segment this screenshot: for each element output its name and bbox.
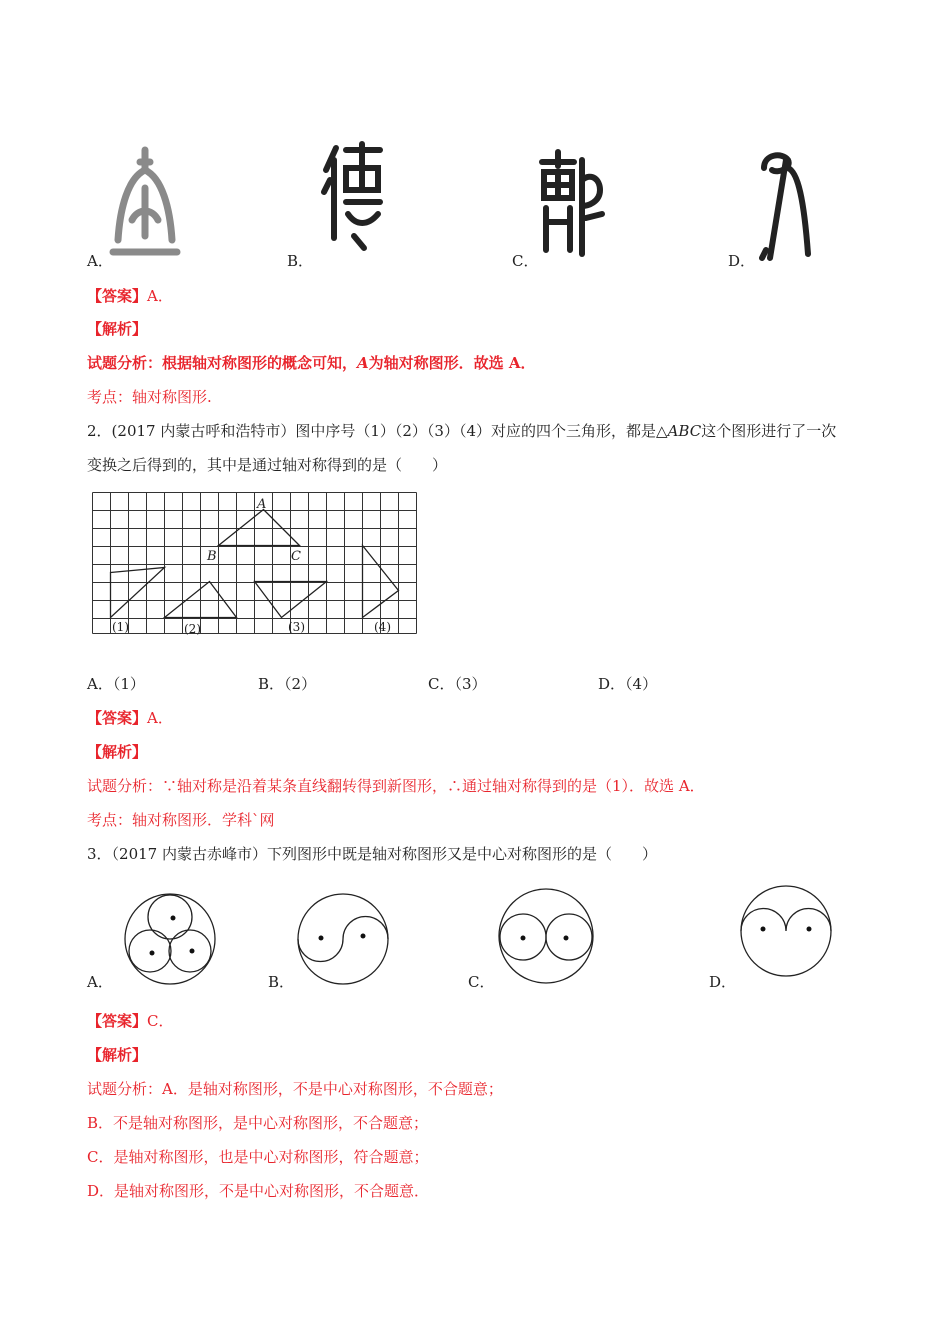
- triangle-1: [111, 568, 165, 618]
- seal-character-c-image: [538, 150, 608, 258]
- answer-value: A．: [147, 287, 173, 305]
- q1-option-a: A．: [87, 252, 113, 270]
- q2-analysis-tag: 【解析】: [87, 743, 148, 761]
- triangle-number-4: (4): [374, 620, 391, 634]
- figure-d-two-arcs: [740, 885, 832, 977]
- triangle-number-3: (3): [288, 620, 305, 634]
- triangle-number-1: (1): [112, 620, 129, 634]
- q2-answer: [87, 708, 173, 728]
- answer-value: C．: [147, 1012, 174, 1030]
- q3-option-c: C．: [468, 973, 495, 991]
- vertex-label-c: C: [291, 549, 301, 564]
- figure-c-two-circles: [498, 888, 594, 984]
- q1-kaodian: 考点：轴对称图形.: [87, 388, 212, 406]
- q3-analysis-line-2: B．不是轴对称图形，是中心对称图形，不合题意；: [87, 1114, 429, 1132]
- q1-option-b: B．: [287, 252, 314, 270]
- triangle-abc: [219, 510, 300, 546]
- q1-option-d: D．: [728, 252, 756, 270]
- figure-b-yin-yang: [297, 893, 389, 985]
- figure-a-three-circles: [124, 893, 216, 985]
- seal-character-d-image: [758, 150, 818, 262]
- stem-text-pre: 2．(2017 内蒙古呼和浩特市）图中序号（1）（2）（3）（4）对应的四个三角形，都是△: [87, 422, 668, 440]
- triangle-number-2: (2): [184, 622, 201, 636]
- answer-tag: 【答案】: [87, 287, 148, 305]
- q2-kaodian: 考点：轴对称图形．学科`网: [87, 811, 275, 829]
- q2-option-c: C．（3）: [428, 675, 487, 693]
- q2-grid-figure: [92, 492, 416, 634]
- q3-stem: 3．（2017 内蒙古赤峰市）下列图形中既是轴对称图形又是中心对称图形的是（ ）: [87, 845, 657, 863]
- q2-option-a: A．（1）: [87, 675, 145, 693]
- answer-tag: 【答案】: [87, 1012, 148, 1030]
- vertex-label-a: A: [257, 497, 267, 512]
- analysis-text-pre: 试题分析：根据轴对称图形的概念可知，: [87, 354, 358, 372]
- stem-text-post: 这个图形进行了一次: [701, 422, 837, 440]
- vertex-label-b: B: [207, 549, 217, 564]
- q3-analysis-line-3: C．是轴对称图形，也是中心对称图形，符合题意；: [87, 1148, 429, 1166]
- q1-answer: [87, 286, 173, 306]
- q2-option-d: D．（4）: [598, 675, 658, 693]
- q3-analysis-line-1: 试题分析：A．是轴对称图形，不是中心对称图形，不合题意；: [87, 1080, 503, 1098]
- seal-character-b-image: [320, 140, 390, 260]
- answer-tag: 【答案】: [87, 709, 148, 727]
- q3-answer: [87, 1011, 174, 1031]
- q3-option-a: A．: [87, 973, 113, 991]
- q2-stem-line2: 变换之后得到的，其中是通过轴对称得到的是（ ）: [87, 456, 448, 474]
- q2-analysis: 试题分析：∵轴对称是沿着某条直线翻转得到新图形，∴通过轴对称得到的是（1）．故选 A．: [87, 777, 705, 795]
- q3-option-d: D．: [709, 973, 737, 991]
- q2-option-b: B．（2）: [258, 675, 317, 693]
- q3-analysis-line-4: D．是轴对称图形，不是中心对称图形，不合题意．: [87, 1182, 430, 1200]
- analysis-variable: A: [357, 354, 369, 372]
- q1-analysis-tag: 【解析】: [87, 320, 148, 338]
- q1-analysis: [87, 353, 536, 373]
- answer-value: A．: [147, 709, 173, 727]
- stem-variable: ABC: [667, 422, 702, 440]
- q3-option-b: B．: [268, 973, 295, 991]
- analysis-text-post: 为轴对称图形．故选 A．: [368, 354, 536, 372]
- q2-stem-line1: [87, 421, 836, 441]
- q1-option-c: C．: [512, 252, 539, 270]
- q3-analysis-tag: 【解析】: [87, 1046, 148, 1064]
- seal-character-a-image: [110, 148, 180, 260]
